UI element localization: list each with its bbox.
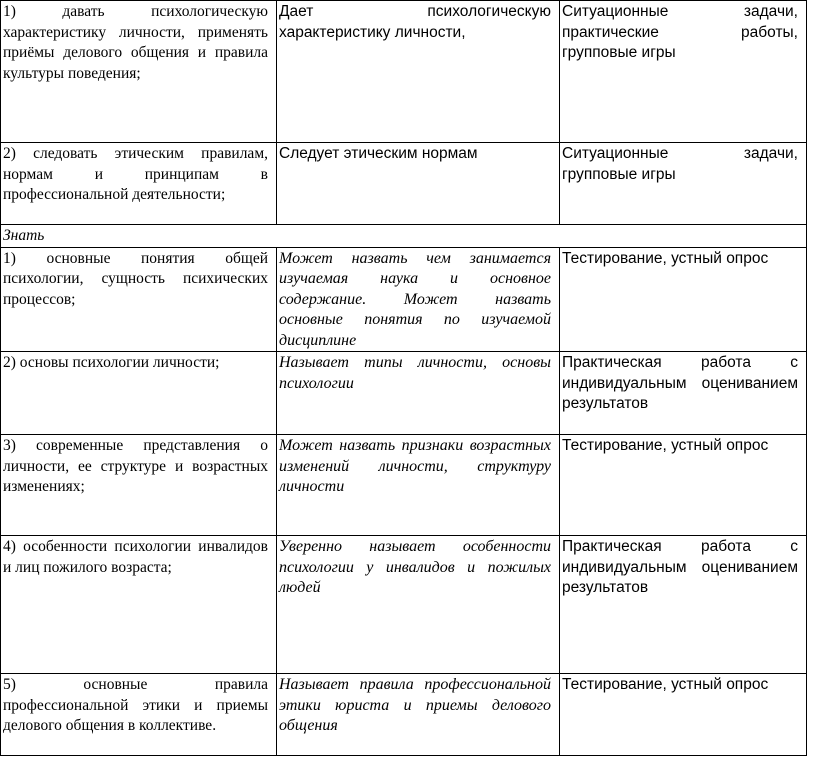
assessment-cell: Практическая работа с индивидуальным оцениванием результатов: [560, 536, 807, 674]
section-row: [1, 225, 807, 248]
table-row: [1, 352, 807, 435]
skill-cell: 5) основные правила профессиональной этики и приемы делового общения в коллективе.: [1, 674, 277, 756]
table-row: [1, 143, 807, 225]
table-row: [1, 435, 807, 536]
indicator-cell: Может назвать чем занимается изучаемая наука и основное содержание. Может назвать основные понятия по изучаемой дисциплине: [277, 247, 560, 352]
indicator-cell: Дает психологическую характеристику личности,: [277, 1, 560, 143]
assessment-cell: Тестирование, устный опрос: [560, 247, 807, 352]
skill-cell: 2) следовать этическим правилам, нормам и принципам в профессиональной деятельности;: [1, 143, 277, 225]
assessment-cell: Тестирование, устный опрос: [560, 435, 807, 536]
table-row: [1, 247, 807, 352]
skill-cell: 4) особенности психологии инвалидов и лиц пожилого возраста;: [1, 536, 277, 674]
skill-cell: 3) современные представления о личности, ее структуре и возрастных изменениях;: [1, 435, 277, 536]
section-heading: Знать: [1, 225, 807, 248]
indicator-cell: Следует этическим нормам: [277, 143, 560, 225]
assessment-cell: Практическая работа с индивидуальным оцениванием результатов: [560, 352, 807, 435]
assessment-cell: Ситуационные задачи, групповые игры: [560, 143, 807, 225]
indicator-cell: Уверенно называет особенности психологии у инвалидов и пожилых людей: [277, 536, 560, 674]
table-row: [1, 536, 807, 674]
table-row: [1, 674, 807, 756]
skill-cell: 2) основы психологии личности;: [1, 352, 277, 435]
skill-cell: 1) давать психологическую характеристику личности, применять приёмы делового общения и правила культуры поведения;: [1, 1, 277, 143]
assessment-cell: Тестирование, устный опрос: [560, 674, 807, 756]
skill-cell: 1) основные понятия общей психологии, сущность психических процессов;: [1, 247, 277, 352]
table-row: [1, 1, 807, 143]
indicator-cell: Может назвать признаки возрастных изменений личности, структуру личности: [277, 435, 560, 536]
indicator-cell: Называет типы личности, основы психологии: [277, 352, 560, 435]
indicator-cell: Называет правила профессиональной этики юриста и приемы делового общения: [277, 674, 560, 756]
assessment-cell: Ситуационные задачи, практические работы, групповые игры: [560, 1, 807, 143]
